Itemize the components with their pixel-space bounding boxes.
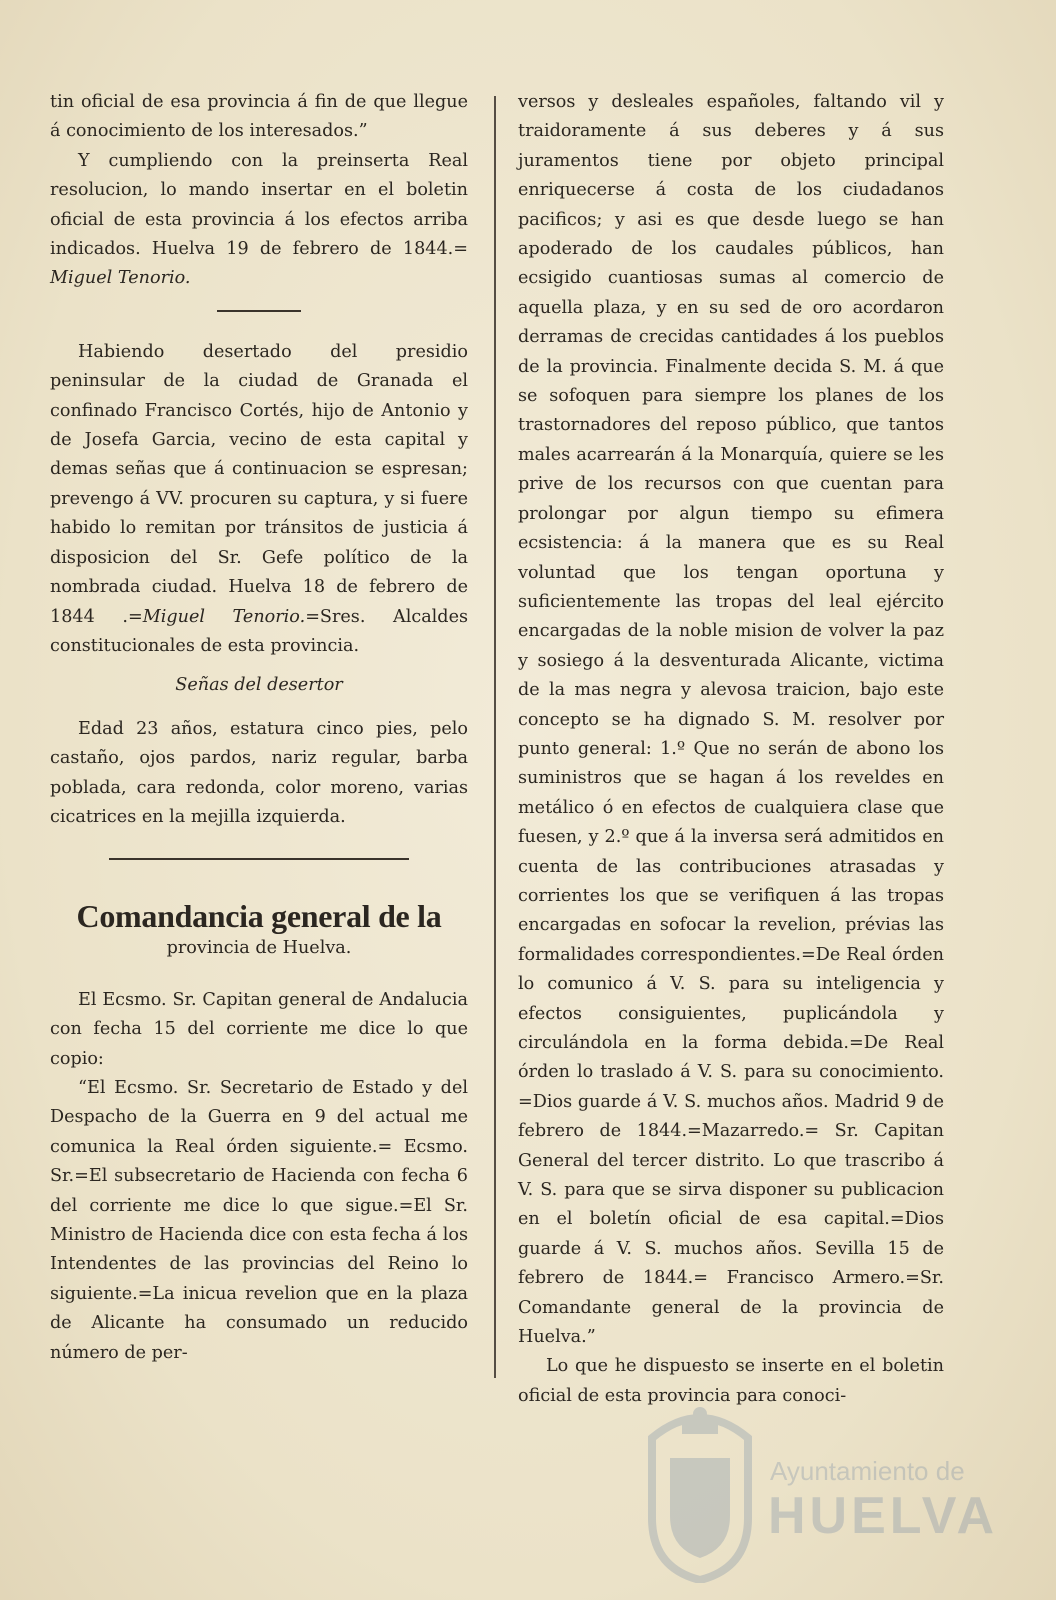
addressees: =Sres. Alcaldes constitucionales de esta provincia. — [50, 606, 469, 656]
communication-intro: El Ecsmo. Sr. Capitan general de Andalucia con fecha 15 del corriente me dice lo que copio: — [50, 989, 468, 1069]
left-column — [50, 88, 468, 1368]
city-seal-icon — [640, 1398, 760, 1583]
signature: Miguel Tenorio. — [50, 268, 191, 289]
deserter-notice-paragraph — [50, 338, 468, 661]
deserter-notice-text: Habiendo desertado del presidio peninsular de la ciudad de Granada el confinado Francisco Cortés, hijo de Antonio y de Josefa Garcia, vecino de esta capital y demas señas que á continuacion se espresan; prevengo á VV. procuren su captura, y si fuere habido lo remitan por tránsitos de justicia á disposicion del Sr. Gefe político de la nombrada ciudad. Huelva 18 de febrero de 1844 .= — [50, 341, 468, 627]
watermark-line-1: Ayuntamiento de — [770, 1456, 965, 1486]
section-heading: Comandancia general de la — [76, 898, 442, 935]
royal-resolution-paragraph — [50, 147, 468, 294]
closing-paragraph: Lo que he dispuesto se inserte en el boletin oficial de esta provincia para conoci- — [518, 1356, 944, 1406]
right-column — [518, 88, 944, 1411]
section-divider — [217, 310, 301, 312]
deserter-description-title: Señas del desertor — [175, 675, 343, 696]
continuation-paragraph: tin oficial de esa provincia á fin de que llegue á conocimiento de los interesados.” — [50, 92, 468, 142]
section-divider — [109, 858, 409, 860]
royal-order-text: “El Ecsmo. Sr. Secretario de Estado y del Despacho de la Guerra en 9 del actual me comunica la Real órden siguiente.= Ecsmo. Sr.=El subsecretario de Hacienda con fecha 6 del corriente me dice lo que sigue.=El Sr. Ministro de Hacienda dice con esta fecha á los Intendentes de las provincias del Reino lo siguiente.=La inicua revelion que en la plaza de Alicante ha consumado un reducido número de per- — [50, 1077, 468, 1363]
royal-order-continuation: versos y desleales españoles, faltando vil y traidoramente á sus deberes y á sus juramentos tiene por objeto principal enriquecerse á costa de los ciudadanos pacificos; y asi es que desde luego se han apoderado de los caudales públicos, han ecsigido cuantiosas sumas al comercio de aquella plaza, y en su sed de oro acordaron derramas de crecidas cantidades á los pueblos de la provincia. Finalmente decida S. M. á que se sofoquen para siempre los planes de los trastornadores del reposo público, que tantos males acarrearán á la Monarquía, quiere se les prive de los recursos con que cuentan para prolongar por algun tiempo su efimera ecsistencia: á la manera que es su Real voluntad que los tengan oportuna y suficientemente las tropas del leal ejército encargadas de la noble mision de volver la paz y sosiego á la desventurada Alicante, victima de la mas negra y alevosa traicion, bajo este concepto se ha dignado S. M. resolver por punto general: 1.º Que no serán de abono los suministros que se hagan á los reveldes en metálico ó en efectos de cualquiera clase que fuesen, y 2.º que á la inversa será admitidos en cuenta de las contribuciones atrasadas y corrientes los que se verifiquen á las tropas encargadas en sofocar la revelion, prévias las formalidades correspondientes.=De Real órden lo comunico á V. S. para su inteligencia y efectos consiguientes, puplicándola y circulándola en la forma debida.=De Real órden lo traslado á V. S. para su conocimiento. =Dios guarde á V. S. muchos años. Madrid 9 de febrero de 1844.=Mazarredo.= Sr. Capitan General del tercer distrito. Lo que trascribo á V. S. para que se sirva disponer su publicacion en el boletín oficial de esa capital.=Dios guarde á V. S. muchos años. Sevilla 15 de febrero de 1844.= Francisco Armero.=Sr. Comandante general de la provincia de Huelva.” — [518, 92, 944, 1348]
watermark — [640, 1398, 999, 1588]
watermark-line-2: HUELVA — [768, 1487, 999, 1545]
deserter-description: Edad 23 años, estatura cinco pies, pelo castaño, ojos pardos, nariz regular, barba poblada, cara redonda, color moreno, varias cicatrices en la mejilla izquierda. — [50, 718, 468, 827]
signature: Miguel Tenorio. — [142, 606, 306, 627]
resolution-text: Y cumpliendo con la preinserta Real resolucion, lo mando insertar en el boletin oficial de esta provincia á los efectos arriba indicados. Huelva 19 de febrero de 1844.= — [50, 150, 468, 260]
section-subheading: provincia de Huelva. — [166, 938, 352, 959]
column-divider — [494, 96, 496, 1378]
